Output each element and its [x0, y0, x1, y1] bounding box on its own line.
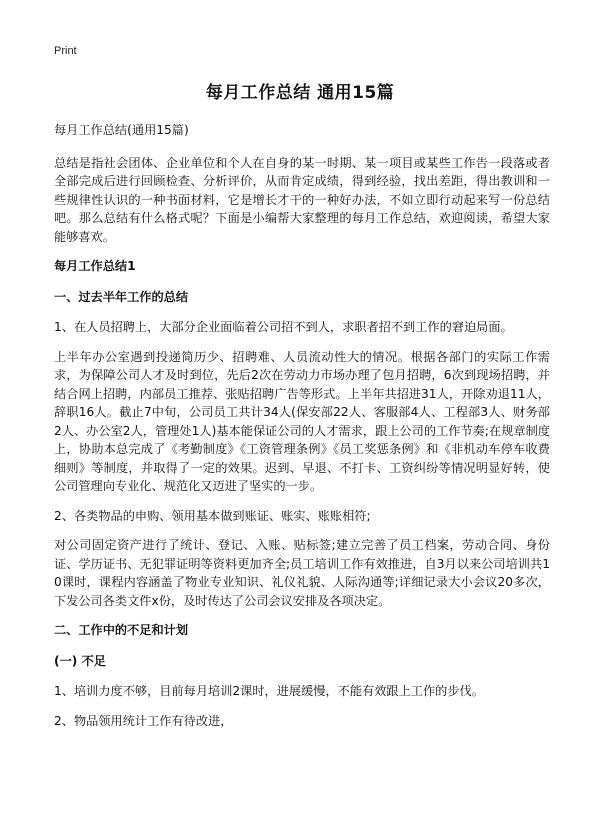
document-body [54, 121, 550, 741]
item-1: 1、在人员招聘上，大部分企业面临着公司招不到人，求职者招不到工作的窘迫局面。 [54, 320, 513, 334]
section-title: 每月工作总结1 [54, 259, 136, 273]
assets-paragraph: 对公司固定资产进行了统计、登记、入账、贴标签;建立完善了员工档案，劳动合同、身份证、学历证书、无犯罪证明等资料更加齐全;员工培训工作有效推进，自3月以来公司培训共10课时，课程内容涵盖了物业专业知识、礼仪礼貌、人际沟通等;详细记录大小会议20多次，下发公司各类文件x份，及时传达了公司会议安排及各项决定。 [54, 538, 550, 608]
document-subtitle: 每月工作总结(通用15篇) [54, 123, 189, 137]
intro-paragraph: 总结是指社会团体、企业单位和个人在自身的某一时期、某一项目或某些工作告一段落或者全部完成后进行回顾检查、分析评价，从而肯定成绩，得到经验，找出差距，得出教训和一些规律性认识的一种书面材料，它是增长才干的一种好办法，不如立即行动起来写一份总结吧。那么总结有什么格式呢？下面是小编帮大家整理的每月工作总结，欢迎阅读，希望大家能够喜欢。 [54, 155, 550, 244]
recruitment-paragraph: 上半年办公室遇到投递简历少、招聘难、人员流动性大的情况。根据各部门的实际工作需求，为保障公司人才及时到位，先后2次在劳动力市场办理了包月招聘，6次到现场招聘，并结合网上招聘，内部员工推荐、张贴招聘广告等形式。上半年共招进31人，开除劝退11人，辞职16人。截止7中旬，公司员工共计34人(保安部22人、客服部4人、工程部3人、财务部2人、办公室2人，管理处1人)基本能保证公司的人才需求，跟上公司的工作节奏;在规章制度上，协助本总完成了《考勤制度》《工资管理条例》《员工奖惩条例》和《非机动车停车收费细则》等制度，并取得了一定的效果。迟到、早退、不打卡、工资纠纷等情况明显好转，使公司管理向专业化、规范化又迈进了坚实的一步。 [54, 349, 550, 493]
part2-heading: 二、工作中的不足和计划 [54, 623, 189, 637]
shortfall-heading: (一) 不足 [54, 653, 106, 668]
shortfall-item-1: 1、培训力度不够，目前每月培训2课时，进展缓慢，不能有效跟上工作的步伐。 [54, 684, 484, 698]
print-label[interactable]: Print [54, 45, 77, 57]
shortfall-item-2: 2、物品领用统计工作有待改进， [54, 713, 233, 728]
item-2: 2、各类物品的申购、领用基本做到账证、账实、账账相符; [54, 508, 371, 523]
document-title: 每月工作总结 通用15篇 [205, 83, 395, 103]
part1-heading: 一、过去半年工作的总结 [54, 289, 189, 304]
